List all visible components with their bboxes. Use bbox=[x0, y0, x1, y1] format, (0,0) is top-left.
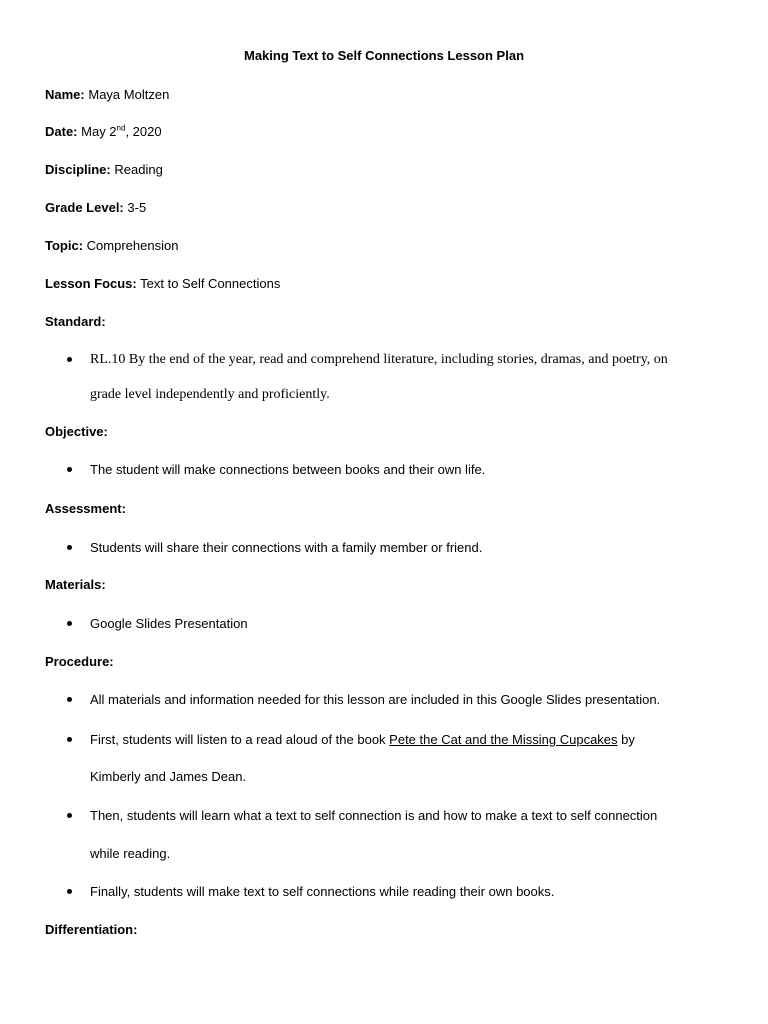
procedure-item-3: Then, students will learn what a text to self connection is and how to make a text to self connection bbox=[90, 808, 658, 823]
procedure-item-2-text: First, students will listen to a read aloud of the book bbox=[90, 732, 390, 747]
book-title: Pete the Cat and the Missing Cupcakes bbox=[389, 732, 618, 747]
bullet-icon bbox=[67, 545, 72, 550]
standard-line-1: RL.10 By the end of the year, read and comprehend literature, including stories, dramas, and poetry, on bbox=[90, 352, 668, 367]
topic-value: Comprehension bbox=[86, 238, 179, 253]
procedure-item-4: Finally, students will make text to self connections while reading their own books. bbox=[90, 884, 555, 899]
name-label: Name: bbox=[45, 87, 85, 102]
discipline-field bbox=[45, 161, 163, 179]
topic-label: Topic: bbox=[45, 238, 84, 253]
procedure-item-2-suffix: by bbox=[617, 732, 635, 747]
discipline-value: Reading bbox=[114, 162, 163, 177]
procedure-item-2 bbox=[90, 731, 635, 749]
assessment-item: Students will share their connections with a family member or friend. bbox=[90, 540, 483, 555]
date-value bbox=[81, 124, 161, 139]
bullet-icon bbox=[67, 813, 72, 818]
procedure-item-1: All materials and information needed for this lesson are included in this Google Slides presentation. bbox=[90, 692, 661, 707]
procedure-heading: Procedure: bbox=[45, 654, 114, 669]
date-suffix: nd bbox=[116, 123, 126, 133]
name-field bbox=[45, 86, 169, 104]
date-label: Date: bbox=[45, 124, 78, 139]
standard-heading: Standard: bbox=[45, 314, 106, 329]
lesson-focus-label: Lesson Focus: bbox=[45, 276, 137, 291]
discipline-label: Discipline: bbox=[45, 162, 111, 177]
document-title: Making Text to Self Connections Lesson Plan bbox=[243, 48, 525, 63]
bullet-icon bbox=[67, 357, 72, 362]
lesson-focus-field bbox=[45, 275, 280, 293]
materials-item: Google Slides Presentation bbox=[90, 616, 248, 631]
date-year: , 2020 bbox=[125, 124, 162, 139]
bullet-icon bbox=[67, 889, 72, 894]
bullet-icon bbox=[67, 621, 72, 626]
materials-heading: Materials: bbox=[45, 577, 106, 592]
bullet-icon bbox=[67, 737, 72, 742]
grade-level-field bbox=[45, 199, 146, 217]
objective-heading: Objective: bbox=[45, 424, 108, 439]
lesson-focus-value: Text to Self Connections bbox=[140, 276, 281, 291]
grade-level-label: Grade Level: bbox=[45, 200, 124, 215]
bullet-icon bbox=[67, 697, 72, 702]
standard-line-2: grade level independently and proficiently. bbox=[90, 387, 330, 402]
differentiation-heading: Differentiation: bbox=[45, 922, 138, 937]
date-field bbox=[45, 123, 162, 141]
objective-item: The student will make connections between books and their own life. bbox=[90, 462, 486, 477]
assessment-heading: Assessment: bbox=[45, 501, 126, 516]
procedure-item-2-line-2: Kimberly and James Dean. bbox=[90, 769, 247, 784]
topic-field bbox=[45, 237, 178, 255]
name-value: Maya Moltzen bbox=[88, 87, 170, 102]
grade-level-value: 3-5 bbox=[127, 200, 147, 215]
bullet-icon bbox=[67, 467, 72, 472]
date-day: May 2 bbox=[81, 124, 117, 139]
procedure-item-3-line-2: while reading. bbox=[90, 846, 171, 861]
